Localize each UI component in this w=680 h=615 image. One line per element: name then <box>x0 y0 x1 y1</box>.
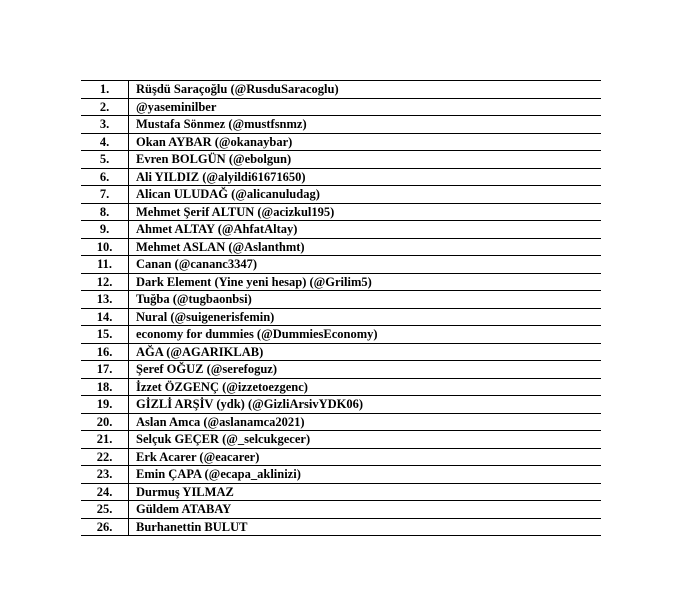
row-number: 5. <box>81 151 129 169</box>
table-row <box>81 361 601 379</box>
table-row <box>81 238 601 256</box>
table-row <box>81 256 601 274</box>
row-name: Nural (@suigenerisfemin) <box>129 308 602 326</box>
row-name: Alican ULUDAĞ (@alicanuludag) <box>129 186 602 204</box>
row-number: 20. <box>81 413 129 431</box>
table-row <box>81 378 601 396</box>
row-number: 4. <box>81 133 129 151</box>
row-number: 25. <box>81 501 129 519</box>
row-name: İzzet ÖZGENÇ (@izzetoezgenc) <box>129 378 602 396</box>
table-row <box>81 186 601 204</box>
row-number: 15. <box>81 326 129 344</box>
row-name: AĞA (@AGARIKLAB) <box>129 343 602 361</box>
row-name: Rüşdü Saraçoğlu (@RusduSaracoglu) <box>129 81 602 99</box>
row-number: 22. <box>81 448 129 466</box>
table-row <box>81 308 601 326</box>
table-row <box>81 448 601 466</box>
table-row <box>81 133 601 151</box>
row-number: 14. <box>81 308 129 326</box>
row-number: 13. <box>81 291 129 309</box>
row-name: Evren BOLGÜN (@ebolgun) <box>129 151 602 169</box>
row-name: @yaseminilber <box>129 98 602 116</box>
row-number: 1. <box>81 81 129 99</box>
row-number: 3. <box>81 116 129 134</box>
table-row <box>81 431 601 449</box>
table-row <box>81 116 601 134</box>
table-row <box>81 81 601 99</box>
table-row <box>81 221 601 239</box>
row-name: Mustafa Sönmez (@mustfsnmz) <box>129 116 602 134</box>
row-number: 10. <box>81 238 129 256</box>
names-table <box>81 80 601 536</box>
row-name: Mehmet ASLAN (@Aslanthmt) <box>129 238 602 256</box>
row-name: Dark Element (Yine yeni hesap) (@Grilim5) <box>129 273 602 291</box>
row-number: 8. <box>81 203 129 221</box>
row-name: Erk Acarer (@eacarer) <box>129 448 602 466</box>
table-row <box>81 326 601 344</box>
names-table-body <box>81 81 601 536</box>
table-row <box>81 168 601 186</box>
table-row <box>81 343 601 361</box>
table-row <box>81 396 601 414</box>
table-row <box>81 518 601 536</box>
row-number: 11. <box>81 256 129 274</box>
row-name: Canan (@cananc3347) <box>129 256 602 274</box>
row-number: 19. <box>81 396 129 414</box>
table-row <box>81 483 601 501</box>
table-row <box>81 413 601 431</box>
row-number: 24. <box>81 483 129 501</box>
row-name: Emin ÇAPA (@ecapa_aklinizi) <box>129 466 602 484</box>
row-name: Burhanettin BULUT <box>129 518 602 536</box>
row-name: Şeref OĞUZ (@serefoguz) <box>129 361 602 379</box>
table-row <box>81 98 601 116</box>
row-number: 6. <box>81 168 129 186</box>
row-name: Güldem ATABAY <box>129 501 602 519</box>
row-number: 7. <box>81 186 129 204</box>
row-number: 23. <box>81 466 129 484</box>
row-number: 9. <box>81 221 129 239</box>
table-row <box>81 203 601 221</box>
row-number: 26. <box>81 518 129 536</box>
row-name: Ahmet ALTAY (@AhfatAltay) <box>129 221 602 239</box>
row-name: Durmuş YILMAZ <box>129 483 602 501</box>
table-row <box>81 466 601 484</box>
row-name: Okan AYBAR (@okanaybar) <box>129 133 602 151</box>
row-number: 12. <box>81 273 129 291</box>
row-name: Selçuk GEÇER (@_selcukgecer) <box>129 431 602 449</box>
row-name: GİZLİ ARŞİV (ydk) (@GizliArsivYDK06) <box>129 396 602 414</box>
table-row <box>81 501 601 519</box>
row-number: 17. <box>81 361 129 379</box>
row-number: 18. <box>81 378 129 396</box>
row-name: Ali YILDIZ (@alyildi61671650) <box>129 168 602 186</box>
row-number: 21. <box>81 431 129 449</box>
row-number: 2. <box>81 98 129 116</box>
table-row <box>81 151 601 169</box>
row-name: Aslan Amca (@aslanamca2021) <box>129 413 602 431</box>
row-name: economy for dummies (@DummiesEconomy) <box>129 326 602 344</box>
row-name: Tuğba (@tugbaonbsi) <box>129 291 602 309</box>
table-row <box>81 291 601 309</box>
table-row <box>81 273 601 291</box>
row-number: 16. <box>81 343 129 361</box>
row-name: Mehmet Şerif ALTUN (@acizkul195) <box>129 203 602 221</box>
